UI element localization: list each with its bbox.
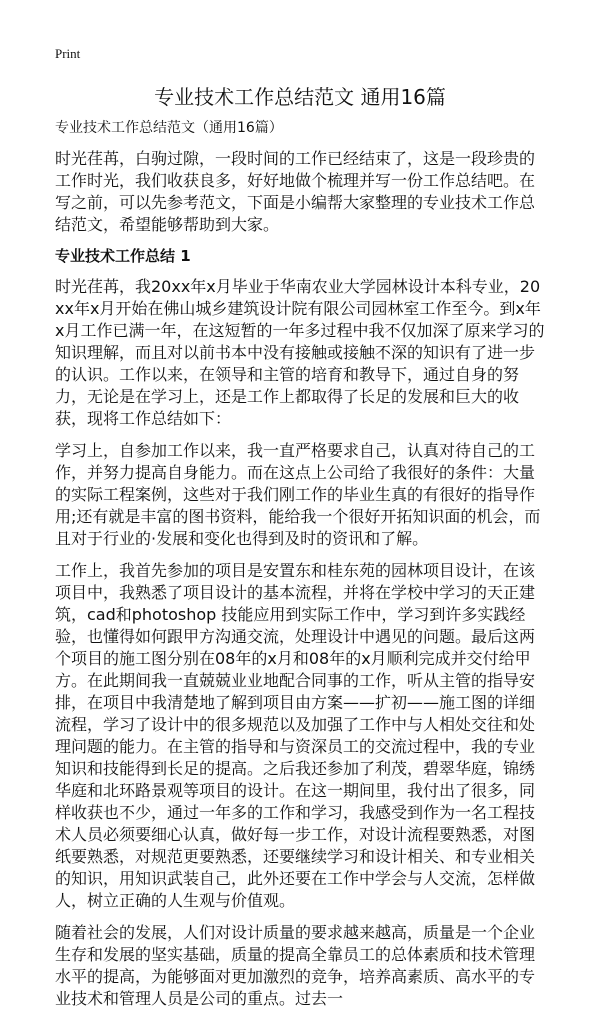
text-line: 我们刚工作的毕业生真的有很好的指导作用;还有就是丰富的图书资料，能给我一 [55,485,536,526]
text-line: 悉了项目设计的基本流程，并将在学校中学习的天正建筑，cad和photoshop 技能应 [55,583,536,624]
text-line: 现将工作总结如下： [87,409,232,428]
document-subtitle: 专业技术工作总结范文（通用16篇） [55,120,283,136]
text-line: 坚实基础，质量的提高全靠员工的总体素质和技术管理水平的提高，为能够面对更 [55,945,536,986]
body-paragraph [55,922,547,1010]
text-line: 过自身的努力，无论是在学习上，还是工作上都取得了长足的发展和巨大的收获， [55,365,520,428]
text-line: 要熟悉，还要继续学习和设计相关、和专业相关的知识，用知识武装自己，此外还 [55,847,536,888]
text-line: 下面是小编帮大家整理的专业技术工作总结范文，希望能够帮助到大家。 [55,193,536,234]
section-heading: 专业技术工作总结 1 [55,247,191,265]
print-link[interactable]: Print [55,46,81,61]
body-paragraph [55,560,547,912]
body-paragraph [55,276,547,430]
text-line: 资深员工的交流过程中，我的专业知识和技能得到长足的提高。之后我还参加了利 [55,737,536,778]
body-paragraph [55,440,547,550]
text-line: 必须要细心认真，做好每一步工作，对设计流程要熟悉，对图纸要熟悉，对规范更 [55,825,536,866]
text-line: 个很好开拓知识面的机会，而且对于行业的·发展和变化也得到及时的资讯和了解 [55,507,541,548]
text-line: 用到实际工作中，学习到许多实践经验，也懂得如何跟甲方沟通交流，处理设计中 [55,605,526,646]
text-line: 付给甲方。在此期间我一直兢兢业业地配合同事的工作，听从主管的指导安排，在 [55,649,536,712]
text-line: 工作上，我首先参加的项目是安置东和桂东苑的园林项目设计，在该项目中，我熟 [55,561,536,602]
text-line: 要在工作中学会与人交流，怎样做人，树立正确的人生观与价值观。 [55,869,536,910]
text-line: 佛山城乡建筑设计院有限公司园林室工作至今。到x年x月工作已满一年，在这短暂 [55,299,541,340]
text-line: 时光荏苒，白驹过隙，一段时间的工作已经结束了，这是一段珍贵的工作时光，我 [55,149,536,190]
text-line: 时光荏苒，我20xx年x月毕业于华南农业大学园林设计本科专业，20xx年x月开始在 [55,277,541,318]
page-title: 专业技术工作总结范文 通用16篇 [154,85,446,109]
text-line: 多，同样收获也不少，通过一年多的工作和学习，我感受到作为一名工程技术人员 [55,781,536,844]
text-line: 随着社会的发展，人们对设计质量的要求越来越高，质量是一个企业生存和发展的 [55,923,536,964]
text-line: 接触不深的知识有了进一步的认识。工作以来，在领导和主管的培育和教导下，通 [55,343,536,384]
text-line: 。 [412,529,429,548]
text-line: 项目中我清楚地了解到项目由方案——扩初——施工图的详细流程，学习了设计中 [55,693,536,734]
document-page [55,0,547,1010]
text-line: 的很多规范以及加强了工作中与人相处交往和处理问题的能力。在主管的指导和与 [55,715,536,756]
text-line: 茂，碧翠华庭，锦绣华庭和北环路景观等项目的设计。在这一期间里，我付出了很 [55,759,536,800]
text-line: 加激烈的竞争，培养高素质、高水平的专业技术和管理人员是公司的重点。过去一 [55,967,536,1008]
text-line: 高自身能力。而在这点上公司给了我很好的条件：大量的实际工程案例，这些对于 [55,463,536,504]
text-line: 的一年多过程中我不仅加深了原来学习的知识理解，而且对以前书本中没有接触或 [55,321,545,362]
intro-paragraph [55,148,547,236]
text-line: 们收获良多，好好地做个梳理并写一份工作总结吧。在写之前，可以先参考范文， [55,171,536,212]
text-line: 学习上，自参加工作以来，我一直严格要求自己，认真对待自己的工作，并努力提 [55,441,536,482]
text-line: 遇见的问题。最后这两个项目的施工图分别在08年的x月和08年的x月顺利完成并交 [55,627,536,668]
